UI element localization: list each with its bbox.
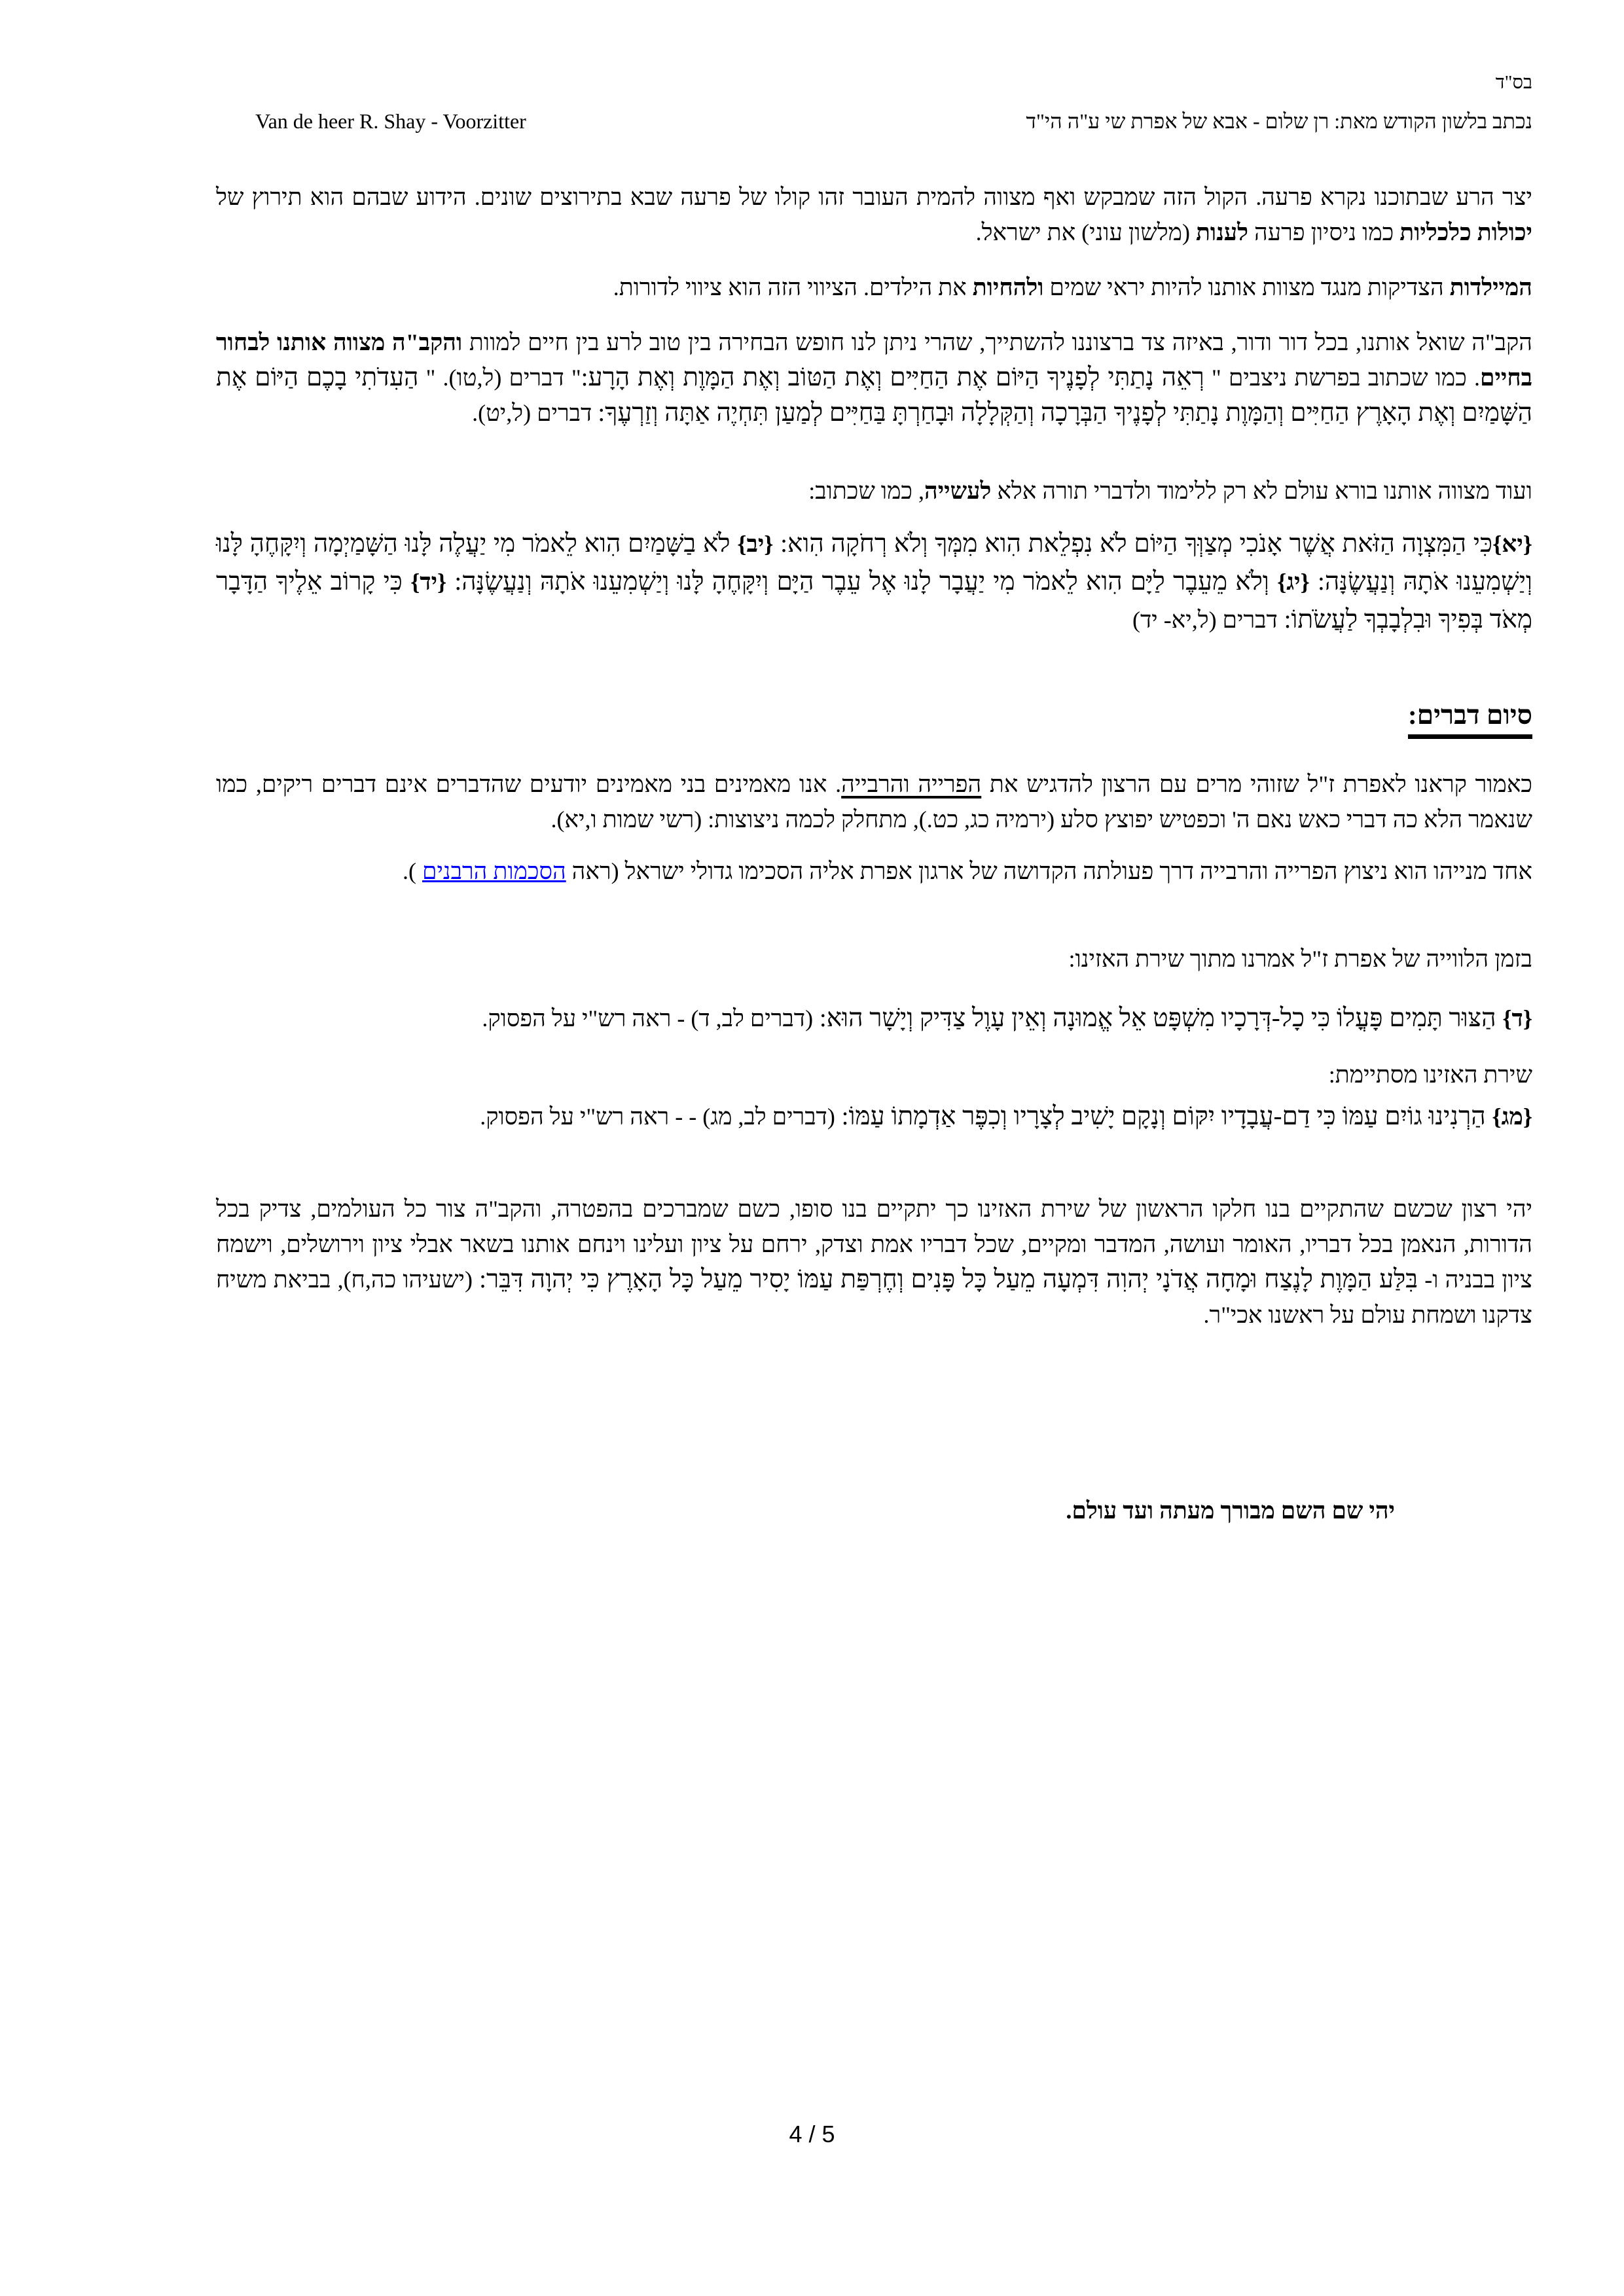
text-segment: (ישעיהו כה,ח), בביאת משיח צדקנו ושמחת עולם על ראשנו אכי"ר. <box>216 1266 1532 1328</box>
text-segment: יהי שם השם מבורך מעתה ועד עולם. <box>1066 1498 1395 1524</box>
text-segment: לעשייה <box>924 478 992 504</box>
text-segment: בזמן הלווייה של אפרת ז"ל אמרנו מתוך שירת האזינו: <box>1068 946 1532 972</box>
text-segment: והקב"ה מצווה אותנו לבחור בחיים <box>216 329 1532 391</box>
text-segment: (מלשון עוני) את ישראל. <box>975 219 1196 245</box>
text-segment: ועוד מצווה אותנו בורא עולם לא רק ללימוד ולדברי תורה אלא <box>991 478 1532 504</box>
text-segment: . כמו שכתוב בפרשת ניצבים " <box>1204 365 1480 391</box>
page-content <box>0 72 1624 1528</box>
paragraph-midwives <box>216 270 1532 305</box>
text-segment: בִּלַּע הַמָּוֶת לָנֶצַח וּמָחָה אֲדֹנָי יְהוִה דִּמְעָה מֵעַל כָּל פָּנִים וְחֶרְפַּת עַמּוֹ יָסִיר מֵעַל כָּל הָאָרֶץ כִּי יְהוָה דִּבֵּר: <box>479 1265 1418 1293</box>
text-segment: יצר הרע שבתוכנו נקרא פרעה. הקול הזה שמבקש ואף מצווה להמית העובר זהו קולו של פרעה שבא בתירוצים שונים. הידוע שבהם הוא תירוץ של <box>216 184 1532 210</box>
text-segment: את הילדים. הציווי הזה הוא ציווי לדורות. <box>613 274 973 300</box>
paragraph-funeral-intro <box>216 941 1532 977</box>
text-segment: {ד} <box>1502 1005 1532 1031</box>
text-segment: " דברים (ל,טו). " <box>418 365 581 391</box>
text-segment: כִּי קָרוֹב אֵלֶיךָ הַדָּבָר מְאֹד בְּפִיךָ וּבִלְבָבְךָ לַעֲשֹׂתוֹ: <box>216 567 1532 634</box>
text-segment: לֹא בַשָּׁמַיִם הִוא לֵאמֹר מִי יַעֲלֶה לָּנוּ הַשָּׁמַיְמָה וְיִקָּחֶהָ לָּנוּ וְיַשְׁמִעֵנוּ אֹתָהּ וְנַעֲשֶׂנָּה: <box>216 529 1532 596</box>
quote-devarim-32-43 <box>216 1098 1532 1136</box>
bsd-mark: בס"ד <box>1495 72 1532 93</box>
text-segment: הצדיקות מנגד מצוות אותנו להיות יראי שמים <box>1043 274 1450 300</box>
text-segment: המיילדות <box>1449 274 1532 300</box>
rabbis-approvals-link[interactable]: הסכמות הרבנים <box>422 858 566 884</box>
text-segment: דברים (ל,יט). <box>472 400 598 426</box>
text-segment: כאמור קראנו לאפרת ז"ל שזוהי מרים עם הרצון להדגיש את <box>981 771 1533 797</box>
text-segment: ולהחיות <box>972 274 1044 300</box>
header-author-dutch: Van de heer R. Shay - Voorzitter <box>255 109 526 133</box>
text-segment: ). <box>403 858 423 884</box>
page-header <box>216 109 1532 134</box>
text-segment: הַעִדֹתִי בָכֶם הַיּוֹם אֶת הַשָּׁמַיִם וְאֶת הָאָרֶץ הַחַיִּים וְהַמָּוֶת נָתַתִּי לְפָנֶיךָ הַבְּרָכָה וְהַקְּלָלָה וּבָחַרְתָּ בַּחַיִּים לְמַעַן תִּחְיֶה אַתָּה וְזַרְעֶךָ: <box>216 363 1532 427</box>
text-segment: כמו ניסיון פרעה <box>1248 219 1400 245</box>
text-segment: וְלֹא מֵעֵבֶר לַיָּם הִוא לֵאמֹר מִי יַעֲבָר לָנוּ אֶל עֵבֶר הַיָּם וְיִקָּחֶהָ לָּנוּ וְיַשְׁמִעֵנוּ אֹתָהּ וְנַעֲשֶׂנָּה: <box>446 567 1278 596</box>
text-segment: , כמו שכתוב: <box>808 478 925 504</box>
text-segment: (דברים לב, מג) - - ראה רש"י על הפסוק. <box>480 1103 835 1130</box>
text-segment: (דברים לב, ד) - ראה רש"י על הפסוק. <box>482 1005 814 1031</box>
text-segment: {מג} <box>1492 1103 1532 1130</box>
text-segment: רְאֵה נָתַתִּי לְפָנֶיךָ הַיּוֹם אֶת הַחַיִּים וְאֶת הַטּוֹב וְאֶת הַמָּוֶת וְאֶת הָרָע: <box>581 363 1204 391</box>
paragraph-action-intro <box>216 473 1532 509</box>
text-segment: יכולות כלכליות <box>1399 219 1532 245</box>
paragraph-efrat-miriam <box>216 766 1532 837</box>
text-segment: הַרְנִינוּ גוֹיִם עַמּוֹ כִּי דַם-עֲבָדָיו יִקּוֹם וְנָקָם יָשִׁיב לְצָרָיו וְכִפֶּר אַדְמָתוֹ עַמּוֹ: <box>835 1102 1492 1130</box>
text-segment: לענות <box>1195 219 1249 245</box>
paragraph-free-choice <box>216 325 1532 431</box>
closing-blessing <box>216 1493 1532 1528</box>
text-segment: {יב} <box>737 531 774 557</box>
quote-devarim-30-11-14 <box>216 525 1532 639</box>
paragraph-yetzer-hara <box>216 179 1532 250</box>
text-segment: הקב"ה שואל אותנו, בכל דור ודור, באיזה צד ברצוננו להשתייך, שהרי ניתן לנו חופש הבחירה בין טוב לרע בין חיים למוות <box>462 329 1532 355</box>
text-segment: {יג} <box>1277 569 1310 595</box>
paragraph-yehi-ratzon <box>216 1191 1532 1333</box>
text-segment: הַצּוּר תָּמִים פָּעֳלוֹ כִּי כָל-דְּרָכָיו מִשְׁפָּט אֵל אֱמוּנָה וְאֵין עָוֶל צַדִּיק וְיָשָׁר הוּא: <box>813 1004 1503 1032</box>
text-segment: דברים (ל,יא- יד) <box>1132 607 1278 633</box>
text-segment: כִּי הַמִּצְוָה הַזֹּאת אֲשֶׁר אָנֹכִי מְצַוְּךָ הַיּוֹם לֹא נִפְלֵאת הִוא מִמְּךָ וְלֹא רְחֹקָה הִוא: <box>773 529 1493 558</box>
text-segment: הפרייה והרבייה <box>841 771 982 797</box>
header-author-hebrew: נכתב בלשון הקודש מאת: רן שלום - אבא של אפרת שי ע"ה הי"ד <box>1026 109 1532 133</box>
text-segment: אחד מנייהו הוא ניצוץ הפרייה והרבייה דרך פעולתה הקדושה של ארגון אפרת אליה הסכימו גדולי ישראל (ראה <box>566 858 1532 884</box>
paragraph-haazinu-ends <box>216 1057 1532 1092</box>
text-segment: יהי רצון שכשם שהתקיים בנו חלקו הראשון של שירת האזינו כך יתקיים בנו סופו, כשם שמברכים בהפטרה, והקב"ה צור כל העולמים, צדיק בכל הדורות, הנאמן בכל דבריו, האומר ועושה, המדבר ומקיים, שכל דבריו אמת וצדק, ירחם על ציון ועלינו וינחם אותנו בשאר אבלי ציון וירושלים, וישמח ציון בבניה ו- <box>216 1196 1532 1293</box>
text-segment: . אנו מאמינים בני מאמינים יודעים שהדברים אינם דברים ריקים, כמו שנאמר הלא כה דברי כאש נאם ה' וכפטיש יפוצץ סלע (ירמיה כג, כט.), מתחלק לכמה ניצוצות: (רשי שמות ו,יא). <box>216 771 1532 833</box>
page-number: 4 / 5 <box>789 2121 835 2147</box>
quote-devarim-32-4 <box>216 999 1532 1037</box>
text-segment: שירת האזינו מסתיימת: <box>1328 1062 1532 1088</box>
section-heading-text: סיום דברים: <box>1408 699 1532 739</box>
text-segment: {יד} <box>410 569 447 595</box>
text-segment: {יא} <box>1492 531 1532 557</box>
paragraph-efrat-organization <box>216 853 1532 889</box>
section-heading-closing-words <box>216 699 1532 739</box>
